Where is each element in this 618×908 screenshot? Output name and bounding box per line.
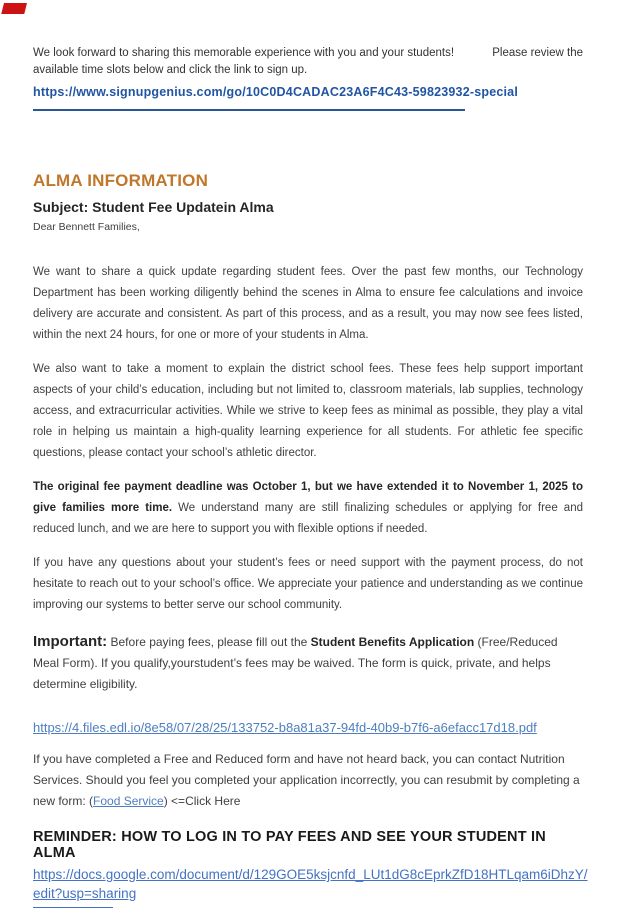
intro-text-right: Please review the — [492, 47, 583, 59]
intro-line-2: available time slots below and click the link to sign up. — [33, 64, 308, 76]
intro-line-1 — [33, 45, 583, 62]
deadline-paragraph — [33, 477, 583, 540]
reminder-heading: REMINDER: HOW TO LOG IN TO PAY FEES AND SEE YOUR STUDENT IN ALMA — [33, 829, 546, 861]
corner-flag — [1, 3, 27, 14]
fee-update-paragraph: We want to share a quick update regarding student fees. Over the past few months, our Technology Department has been working diligently behind the scenes in Alma to ensure fee calculations and invoice delivery are accurate and consistent. As part of this process, and as a result, you may now see fees listed, within the next 24 hours, for one or more of your students in Alma. — [33, 266, 583, 341]
deadline-rest-text: We understand many are still finalizing schedules or applying for free and reduced lunch, and we are here to support you with flexible options if needed. — [33, 502, 583, 535]
signupgenius-link[interactable]: https://www.signupgenius.com/go/10C0D4CADAC23A6F4C43-59823932-special — [33, 85, 519, 99]
intro-text-left: We look forward to sharing this memorable experience with you and your students! — [33, 47, 455, 59]
fee-explanation-paragraph — [33, 359, 583, 464]
doc-link-line-2[interactable]: edit?usp=sharing — [33, 886, 137, 901]
alma-information-title: ALMA INFORMATION — [33, 171, 209, 190]
support-paragraph: If you have any questions about your student’s fees or need support with the payment process, do not hesitate to reach out to your school’s office. We appreciate your patience and understanding as we continue improving our systems to better serve our school community. — [33, 557, 583, 611]
benefits-form-link[interactable]: https://4.files.edl.io/8e58/07/28/25/133752-b8a81a37-94fd-40b9-b7f6-a6efacc17d18.pdf — [33, 720, 537, 735]
doc-link-line-1[interactable]: https://docs.google.com/document/d/129GOE5ksjcnfd_LUt1dG8cEprkZfD18HTLqam6iDhzY/ — [33, 867, 588, 882]
fee-explanation-text: We also want to take a moment to explain the district school fees. These fees help support important aspects of your child’s education, including but not limited to, classroom materials, lab supplies, technology access, and extracurricular activities. While we strive to keep fees as minimal as possible, they play a vital role in helping us maintain a high-quality learning experience for all students. For athletic fee specific questions, please contact your school’s athletic director. — [33, 363, 583, 459]
greeting: Dear Bennett Families, — [33, 221, 140, 233]
alma-login-doc-link[interactable] — [33, 865, 588, 903]
intro-block — [33, 45, 583, 111]
important-post-text: (Free/Reduced Meal Form). If you qualify,yourstudent’s fees may be waived. The form is quick, private, and helps determine eligibility. — [33, 635, 558, 691]
subject-line: Subject: Student Fee Updatein Alma — [33, 199, 274, 215]
important-paragraph — [33, 631, 583, 695]
section-divider — [33, 109, 465, 111]
important-label: Important: — [33, 633, 108, 650]
deadline-bold-text: The original fee payment deadline was October 1, but we have extended it to November 1, 2025 to give families more time. — [33, 481, 583, 514]
nutrition-post-text: ) <=Click Here — [163, 794, 241, 808]
important-pre-text: Before paying fees, please fill out the — [107, 635, 311, 649]
student-benefits-application-text: Student Benefits Application — [310, 635, 475, 649]
nutrition-paragraph — [33, 749, 583, 812]
food-service-link[interactable]: Food Service — [93, 794, 164, 808]
nutrition-pre-text: If you have completed a Free and Reduced form and have not heard back, you can contact Nutrition Services. Should you feel you completed your application incorrectly, you can resubmit by completing a new form: ( — [33, 752, 580, 808]
